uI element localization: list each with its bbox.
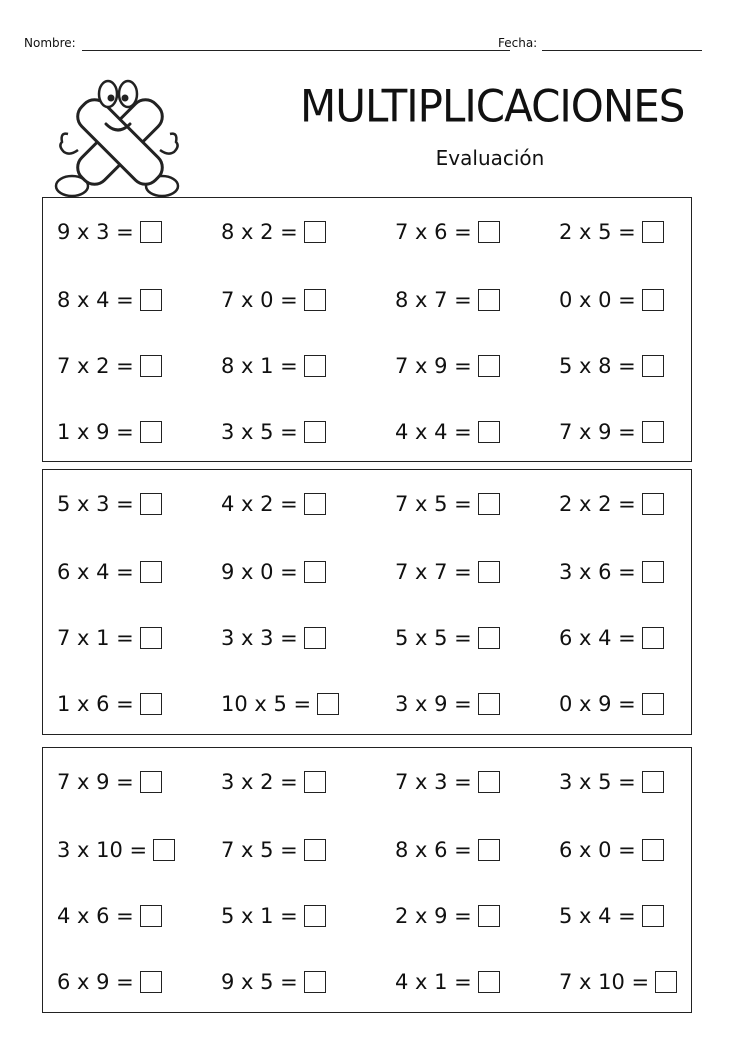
- answer-box[interactable]: [304, 839, 326, 861]
- problem-text: 3 x 5 =: [221, 420, 298, 444]
- problem-text: 8 x 6 =: [395, 838, 472, 862]
- problem-text: 7 x 5 =: [395, 492, 472, 516]
- problem-text: 7 x 9 =: [395, 354, 472, 378]
- multiplication-problem: [395, 762, 500, 802]
- multiplication-problem: [559, 896, 664, 936]
- multiplication-problem: [57, 552, 162, 592]
- multiplication-problem: [559, 762, 664, 802]
- problem-row: [43, 280, 691, 320]
- problem-row: [43, 346, 691, 386]
- problem-text: 7 x 0 =: [221, 288, 298, 312]
- worksheet-subtitle: Evaluación: [435, 146, 545, 170]
- multiplication-problem: [221, 484, 326, 524]
- multiplication-problem: [57, 830, 175, 870]
- multiplication-problem: [559, 212, 664, 252]
- answer-box[interactable]: [478, 771, 500, 793]
- answer-box[interactable]: [140, 421, 162, 443]
- multiplication-problem: [395, 896, 500, 936]
- multiplication-problem: [559, 962, 677, 1002]
- multiplication-problem: [559, 552, 664, 592]
- problem-text: 0 x 0 =: [559, 288, 636, 312]
- problem-text: 6 x 4 =: [57, 560, 134, 584]
- problem-text: 5 x 8 =: [559, 354, 636, 378]
- answer-box[interactable]: [655, 971, 677, 993]
- multiplication-problem: [57, 684, 162, 724]
- answer-box[interactable]: [304, 905, 326, 927]
- problem-text: 5 x 5 =: [395, 626, 472, 650]
- answer-box[interactable]: [140, 355, 162, 377]
- answer-box[interactable]: [478, 693, 500, 715]
- answer-box[interactable]: [304, 421, 326, 443]
- multiplication-problem: [559, 280, 664, 320]
- problem-text: 9 x 0 =: [221, 560, 298, 584]
- multiplication-problem: [221, 762, 326, 802]
- problem-text: 8 x 4 =: [57, 288, 134, 312]
- answer-box[interactable]: [478, 221, 500, 243]
- answer-box[interactable]: [642, 627, 664, 649]
- problem-text: 3 x 10 =: [57, 838, 148, 862]
- multiplication-problem: [559, 830, 664, 870]
- problem-text: 7 x 6 =: [395, 220, 472, 244]
- multiplication-problem: [57, 280, 162, 320]
- problem-text: 8 x 1 =: [221, 354, 298, 378]
- problem-text: 3 x 5 =: [559, 770, 636, 794]
- multiplication-problem: [221, 552, 326, 592]
- answer-box[interactable]: [304, 493, 326, 515]
- answer-box[interactable]: [304, 771, 326, 793]
- answer-box[interactable]: [642, 905, 664, 927]
- problem-row: [43, 484, 691, 524]
- multiplication-problem: [559, 412, 664, 452]
- answer-box[interactable]: [140, 221, 162, 243]
- multiplication-problem: [57, 762, 162, 802]
- problem-text: 0 x 9 =: [559, 692, 636, 716]
- multiplication-problem: [221, 830, 326, 870]
- multiplication-problem: [57, 412, 162, 452]
- problem-text: 6 x 9 =: [57, 970, 134, 994]
- problem-text: 1 x 6 =: [57, 692, 134, 716]
- multiplication-problem: [559, 684, 664, 724]
- answer-box[interactable]: [140, 289, 162, 311]
- multiplication-problem: [221, 618, 326, 658]
- answer-box[interactable]: [317, 693, 339, 715]
- name-label: Nombre:: [24, 36, 76, 50]
- answer-box[interactable]: [304, 971, 326, 993]
- date-line[interactable]: [542, 50, 702, 51]
- multiplication-problem: [395, 346, 500, 386]
- problem-text: 4 x 1 =: [395, 970, 472, 994]
- problem-text: 10 x 5 =: [221, 692, 312, 716]
- problem-text: 3 x 2 =: [221, 770, 298, 794]
- problem-text: 7 x 9 =: [559, 420, 636, 444]
- problem-text: 7 x 3 =: [395, 770, 472, 794]
- multiplication-sign-mascot-icon: [50, 72, 190, 202]
- answer-box[interactable]: [140, 905, 162, 927]
- answer-box[interactable]: [153, 839, 175, 861]
- problem-text: 3 x 3 =: [221, 626, 298, 650]
- multiplication-problem: [395, 618, 500, 658]
- problem-text: 9 x 3 =: [57, 220, 134, 244]
- answer-box[interactable]: [140, 493, 162, 515]
- answer-box[interactable]: [642, 771, 664, 793]
- answer-box[interactable]: [478, 561, 500, 583]
- answer-box[interactable]: [478, 421, 500, 443]
- multiplication-problem: [559, 484, 664, 524]
- answer-box[interactable]: [304, 561, 326, 583]
- answer-box[interactable]: [140, 971, 162, 993]
- problem-text: 9 x 5 =: [221, 970, 298, 994]
- multiplication-problem: [395, 412, 500, 452]
- answer-box[interactable]: [304, 289, 326, 311]
- answer-box[interactable]: [478, 355, 500, 377]
- answer-box[interactable]: [642, 355, 664, 377]
- answer-box[interactable]: [642, 289, 664, 311]
- problem-text: 7 x 9 =: [57, 770, 134, 794]
- problem-text: 4 x 6 =: [57, 904, 134, 928]
- problem-text: 7 x 1 =: [57, 626, 134, 650]
- problem-text: 7 x 5 =: [221, 838, 298, 862]
- problem-text: 8 x 2 =: [221, 220, 298, 244]
- multiplication-problem: [221, 280, 326, 320]
- multiplication-problem: [57, 212, 162, 252]
- problem-text: 1 x 9 =: [57, 420, 134, 444]
- multiplication-problem: [221, 962, 326, 1002]
- answer-box[interactable]: [478, 839, 500, 861]
- worksheet-title: MULTIPLICACIONES: [300, 80, 685, 133]
- multiplication-problem: [221, 684, 339, 724]
- problem-text: 8 x 7 =: [395, 288, 472, 312]
- multiplication-problem: [57, 346, 162, 386]
- multiplication-problem: [57, 962, 162, 1002]
- problem-text: 3 x 9 =: [395, 692, 472, 716]
- answer-box[interactable]: [478, 905, 500, 927]
- multiplication-problem: [221, 896, 326, 936]
- student-header: [24, 36, 704, 56]
- answer-box[interactable]: [140, 627, 162, 649]
- answer-box[interactable]: [642, 839, 664, 861]
- problem-text: 2 x 5 =: [559, 220, 636, 244]
- answer-box[interactable]: [478, 493, 500, 515]
- problem-section-3: [42, 747, 692, 1013]
- answer-box[interactable]: [478, 627, 500, 649]
- multiplication-problem: [395, 684, 500, 724]
- multiplication-problem: [395, 280, 500, 320]
- problem-row: [43, 896, 691, 936]
- problem-text: 7 x 7 =: [395, 560, 472, 584]
- problem-row: [43, 212, 691, 252]
- multiplication-problem: [395, 830, 500, 870]
- problem-section-1: [42, 197, 692, 462]
- problem-text: 4 x 2 =: [221, 492, 298, 516]
- answer-box[interactable]: [642, 493, 664, 515]
- problem-section-2: [42, 469, 692, 735]
- problem-text: 7 x 10 =: [559, 970, 650, 994]
- multiplication-problem: [57, 484, 162, 524]
- answer-box[interactable]: [478, 971, 500, 993]
- multiplication-problem: [395, 484, 500, 524]
- name-line[interactable]: [82, 50, 510, 51]
- multiplication-problem: [395, 552, 500, 592]
- multiplication-problem: [559, 618, 664, 658]
- answer-box[interactable]: [140, 561, 162, 583]
- multiplication-problem: [395, 962, 500, 1002]
- problem-row: [43, 830, 691, 870]
- answer-box[interactable]: [304, 627, 326, 649]
- date-label: Fecha:: [498, 36, 538, 50]
- answer-box[interactable]: [642, 421, 664, 443]
- problem-row: [43, 412, 691, 452]
- problem-text: 7 x 2 =: [57, 354, 134, 378]
- problem-text: 5 x 3 =: [57, 492, 134, 516]
- answer-box[interactable]: [140, 693, 162, 715]
- problem-row: [43, 684, 691, 724]
- multiplication-problem: [57, 618, 162, 658]
- answer-box[interactable]: [478, 289, 500, 311]
- multiplication-problem: [221, 212, 326, 252]
- problem-text: 5 x 4 =: [559, 904, 636, 928]
- answer-box[interactable]: [304, 355, 326, 377]
- multiplication-problem: [559, 346, 664, 386]
- problem-row: [43, 552, 691, 592]
- answer-box[interactable]: [304, 221, 326, 243]
- answer-box[interactable]: [642, 561, 664, 583]
- problem-text: 2 x 9 =: [395, 904, 472, 928]
- multiplication-problem: [395, 212, 500, 252]
- multiplication-problem: [221, 412, 326, 452]
- multiplication-problem: [221, 346, 326, 386]
- answer-box[interactable]: [642, 221, 664, 243]
- problem-text: 2 x 2 =: [559, 492, 636, 516]
- answer-box[interactable]: [642, 693, 664, 715]
- problem-text: 4 x 4 =: [395, 420, 472, 444]
- problem-text: 6 x 4 =: [559, 626, 636, 650]
- problem-row: [43, 962, 691, 1002]
- problem-text: 5 x 1 =: [221, 904, 298, 928]
- problem-text: 6 x 0 =: [559, 838, 636, 862]
- problem-text: 3 x 6 =: [559, 560, 636, 584]
- problem-row: [43, 762, 691, 802]
- problem-row: [43, 618, 691, 658]
- multiplication-problem: [57, 896, 162, 936]
- answer-box[interactable]: [140, 771, 162, 793]
